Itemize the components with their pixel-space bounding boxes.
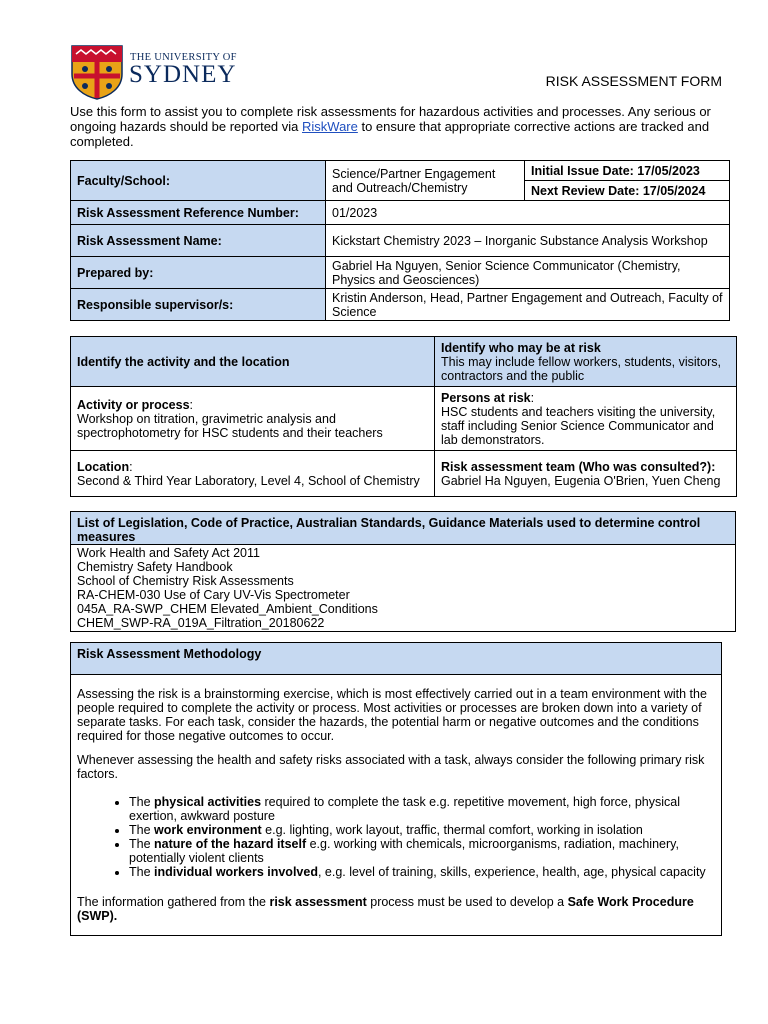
form-title: RISK ASSESSMENT FORM bbox=[545, 73, 722, 89]
team-label: Risk assessment team (Who was consulted?): bbox=[441, 459, 716, 474]
supervisor-value: Kristin Anderson, Head, Partner Engagement and Outreach, Faculty of Science bbox=[326, 289, 730, 321]
review-date: Next Review Date: 17/05/2024 bbox=[525, 181, 730, 201]
methodology-body bbox=[71, 675, 722, 936]
persons-cell: Persons at risk: HSC students and teachers visiting the university, staff including Senior Science Communicator and lab demonstrators. bbox=[435, 387, 737, 451]
risk-header-note: This may include fellow workers, students, visitors, contractors and the public bbox=[441, 354, 721, 383]
methodology-paragraph: Assessing the risk is a brainstorming exercise, which is most effectively carried out in a team environment with the people required to complete the activity or process. Most activities or processes are broken down into a variety of separate tasks. For each task, consider the hazards, the potential harm or negative outcomes and the conditions required for those negative outcomes to occur. bbox=[77, 687, 707, 743]
activity-label: Activity or process bbox=[77, 397, 190, 412]
intro-text bbox=[70, 104, 720, 149]
reference-label: Risk Assessment Reference Number: bbox=[71, 201, 326, 225]
faculty-value: Science/Partner Engagement and Outreach/Chemistry bbox=[326, 161, 525, 201]
team-cell bbox=[435, 451, 737, 497]
intro-text-after: to ensure that appropriate corrective actions are tracked and completed. bbox=[70, 119, 710, 149]
legislation-item: RA-CHEM-030 Use of Cary UV-Vis Spectrometer bbox=[77, 588, 350, 602]
details-table bbox=[70, 160, 730, 321]
activity-cell: Activity or process: Workshop on titration, gravimetric analysis and spectrophotometry for HSC students and their teachers bbox=[71, 387, 435, 451]
team-value: Gabriel Ha Nguyen, Eugenia O'Brien, Yuen Cheng bbox=[441, 473, 721, 488]
riskware-link[interactable]: RiskWare bbox=[302, 119, 358, 134]
risk-factor-item: • The physical activities required to complete the task e.g. repetitive movement, high force, physical exertion, awkward posture bbox=[129, 795, 715, 823]
risk-header-title: Identify who may be at risk bbox=[441, 340, 601, 355]
methodology-table bbox=[70, 642, 722, 936]
issue-date: Initial Issue Date: 17/05/2023 bbox=[525, 161, 730, 181]
activity-table bbox=[70, 336, 737, 497]
legislation-item: Work Health and Safety Act 2011 bbox=[77, 546, 260, 560]
methodology-paragraph: Whenever assessing the health and safety risks associated with a task, always consider the following primary risk factors. bbox=[77, 753, 705, 781]
risk-factor-item: • The nature of the hazard itself e.g. working with chemicals, microorganisms, radiation, machinery, potentially violent clients bbox=[129, 837, 715, 865]
persons-value: HSC students and teachers visiting the university, staff including Senior Science Communicator and lab demonstrators. bbox=[441, 404, 716, 447]
risk-factor-list bbox=[77, 795, 715, 879]
legislation-list bbox=[71, 545, 736, 632]
risk-factor-item: • The work environment e.g. lighting, work layout, traffic, thermal comfort, working in isolation bbox=[129, 823, 715, 837]
university-logo bbox=[70, 44, 235, 100]
reference-value: 01/2023 bbox=[326, 201, 730, 225]
university-name-small: THE UNIVERSITY OF bbox=[130, 52, 237, 63]
legislation-table bbox=[70, 511, 736, 632]
legislation-item: 045A_RA-SWP_CHEM Elevated_Ambient_Conditions bbox=[77, 602, 378, 616]
risk-header bbox=[435, 337, 737, 387]
prepared-by-value: Gabriel Ha Nguyen, Senior Science Communicator (Chemistry, Physics and Geosciences) bbox=[326, 257, 730, 289]
legislation-item: CHEM_SWP-RA_019A_Filtration_20180622 bbox=[77, 616, 325, 630]
university-name-large: SYDNEY bbox=[129, 61, 237, 88]
risk-factor-item: • The individual workers involved, e.g. level of training, skills, experience, health, age, physical capacity bbox=[129, 865, 715, 879]
crest-icon bbox=[70, 44, 124, 100]
legislation-header: List of Legislation, Code of Practice, Australian Standards, Guidance Materials used to determine control measures bbox=[71, 512, 736, 545]
faculty-label: Faculty/School: bbox=[71, 161, 326, 201]
activity-header: Identify the activity and the location bbox=[71, 337, 435, 387]
activity-value: Workshop on titration, gravimetric analysis and spectrophotometry for HSC students and their teachers bbox=[77, 411, 383, 440]
location-value: Second & Third Year Laboratory, Level 4, School of Chemistry bbox=[77, 473, 420, 488]
methodology-conclusion: The information gathered from the risk assessment process must be used to develop a Safe Work Procedure (SWP). bbox=[77, 895, 694, 923]
methodology-header: Risk Assessment Methodology bbox=[71, 643, 722, 675]
supervisor-label: Responsible supervisor/s: bbox=[71, 289, 326, 321]
legislation-item: Chemistry Safety Handbook bbox=[77, 560, 233, 574]
location-label: Location bbox=[77, 459, 130, 474]
assessment-name-label: Risk Assessment Name: bbox=[71, 225, 326, 257]
assessment-name-value: Kickstart Chemistry 2023 – Inorganic Substance Analysis Workshop bbox=[326, 225, 730, 257]
location-cell: Location: Second & Third Year Laboratory, Level 4, School of Chemistry bbox=[71, 451, 435, 497]
intro-text-before: Use this form to assist you to complete risk assessments for hazardous activities and processes. Any serious or ongoing hazards should be reported via bbox=[70, 104, 711, 134]
legislation-item: School of Chemistry Risk Assessments bbox=[77, 574, 294, 588]
persons-label: Persons at risk bbox=[441, 390, 531, 405]
prepared-by-label: Prepared by: bbox=[71, 257, 326, 289]
